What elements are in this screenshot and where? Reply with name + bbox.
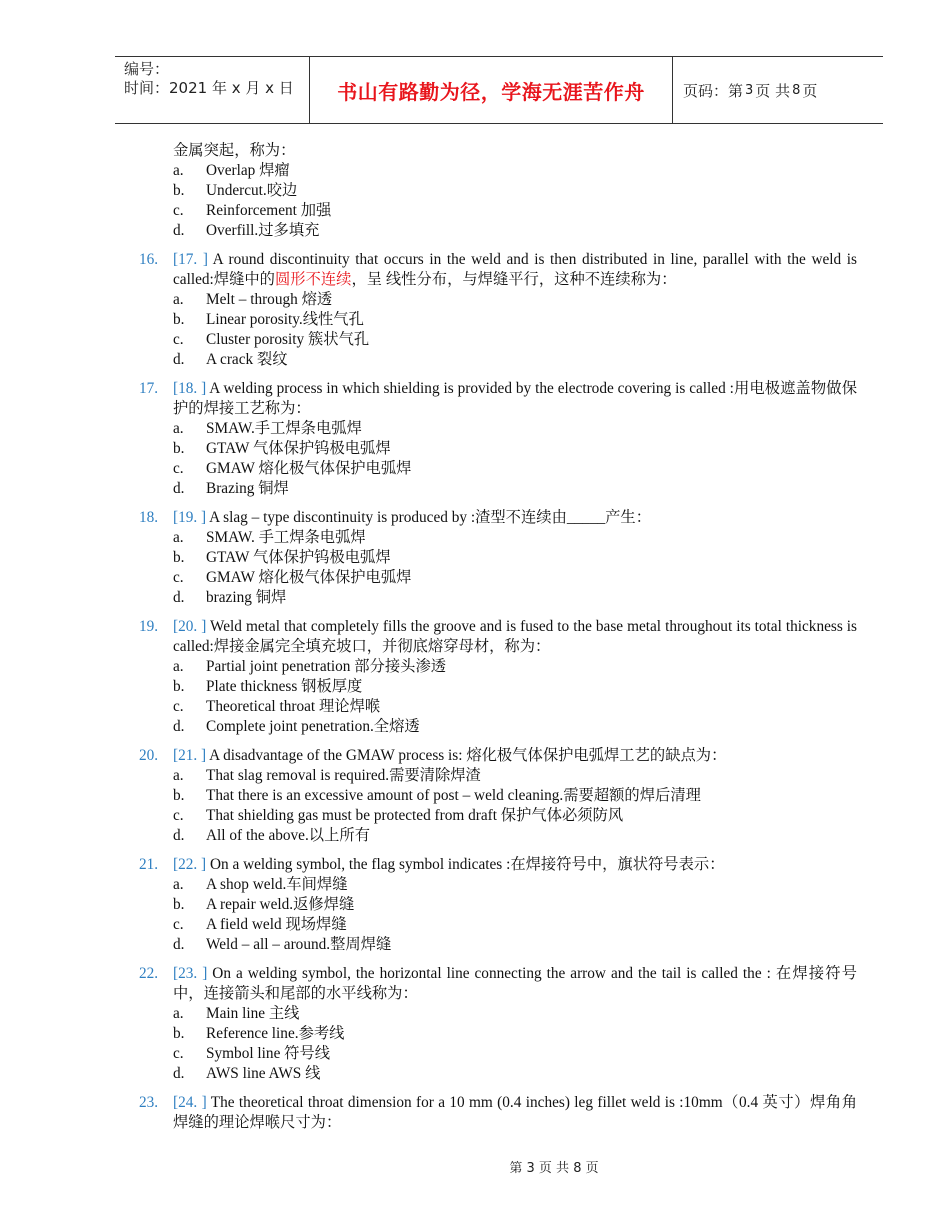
question-block [139, 855, 857, 955]
option-item [173, 697, 857, 717]
option-item [173, 1004, 857, 1024]
option-item [173, 548, 857, 568]
option-item [173, 221, 857, 241]
option-letter: b. [173, 311, 185, 328]
option-text: Melt – through 熔透 [206, 291, 333, 308]
question-tag: [23. ] [173, 965, 208, 982]
option-text: brazing 铜焊 [206, 589, 287, 606]
header-motto: 书山有路勤为径，学海无涯苦作舟 [310, 57, 673, 123]
option-text: Brazing 铜焊 [206, 480, 289, 497]
question-text: A round discontinuity that occurs in the weld and is then distributed in line, parallel with the weld is called:焊缝中的 [173, 251, 857, 288]
option-letter: b. [173, 678, 185, 695]
option-item [173, 201, 857, 221]
question-stem [139, 250, 857, 290]
option-letter: a. [173, 529, 184, 546]
question-text-end: ，呈 线性分布，与焊缝平行，这种不连续称为： [351, 271, 677, 288]
option-item [173, 459, 857, 479]
option-letter: a. [173, 420, 184, 437]
question-stem [139, 855, 857, 875]
option-item [173, 806, 857, 826]
option-letter: c. [173, 916, 184, 933]
question-stem [139, 379, 857, 419]
option-item [173, 826, 857, 846]
option-item [173, 161, 857, 181]
option-text: Undercut.咬边 [206, 182, 298, 199]
question-block [139, 1093, 857, 1133]
option-item [173, 1024, 857, 1044]
option-letter: c. [173, 807, 184, 824]
option-letter: c. [173, 698, 184, 715]
page-prefix: 页码：第 [683, 81, 744, 100]
page-header [115, 56, 883, 124]
option-text: That slag removal is required.需要清除焊渣 [206, 767, 481, 784]
question-block [139, 250, 857, 370]
option-text: Partial joint penetration 部分接头渗透 [206, 658, 447, 675]
option-item [173, 677, 857, 697]
option-text: Symbol line 符号线 [206, 1045, 331, 1062]
question-text: A welding process in which shielding is provided by the electrode covering is called :用电极遮盖物做保护的焊接工艺称为： [173, 380, 857, 417]
option-text: A shop weld.车间焊缝 [206, 876, 348, 893]
option-item [173, 717, 857, 737]
option-item [173, 1064, 857, 1084]
question-text: Weld metal that completely fills the groove and is fused to the base metal throughout its total thickness is called:焊接金属完全填充坡口，并彻底熔穿母材，称为： [173, 618, 857, 655]
option-letter: a. [173, 291, 184, 308]
question-number: 23. [139, 1094, 159, 1111]
option-text: Linear porosity.线性气孔 [206, 311, 364, 328]
option-letter: b. [173, 549, 185, 566]
option-item [173, 310, 857, 330]
option-letter: a. [173, 162, 184, 179]
option-letter: b. [173, 896, 185, 913]
option-text: AWS line AWS 线 [206, 1065, 321, 1082]
question-tag: [20. ] [173, 618, 207, 635]
option-text: GMAW 熔化极气体保护电弧焊 [206, 460, 412, 477]
option-letter: a. [173, 1005, 184, 1022]
option-item [173, 766, 857, 786]
page-num: 3 [745, 82, 754, 98]
option-text: Complete joint penetration.全熔透 [206, 718, 420, 735]
question-block [139, 964, 857, 1084]
option-letter: a. [173, 876, 184, 893]
question-stem [139, 964, 857, 1004]
option-item [173, 439, 857, 459]
option-text: GTAW 气体保护钨极电弧焊 [206, 440, 391, 457]
question-tag: [17. ] [173, 251, 208, 268]
question-text: On a welding symbol, the flag symbol indicates :在焊接符号中，旗状符号表示： [206, 856, 725, 873]
option-letter: c. [173, 1045, 184, 1062]
question-text: On a welding symbol, the horizontal line connecting the arrow and the tail is called the : 在焊接符号中，连接箭头和尾部的水平线称为： [173, 965, 858, 1002]
option-letter: b. [173, 787, 185, 804]
number-label: 编号： [124, 60, 170, 78]
option-letter: a. [173, 767, 184, 784]
question-block [139, 746, 857, 846]
option-item [173, 786, 857, 806]
option-item [173, 568, 857, 588]
question-text: A disadvantage of the GMAW process is: 熔化极气体保护电弧焊工艺的缺点为： [206, 747, 727, 764]
question-stem [139, 617, 857, 657]
question-list [139, 250, 857, 1133]
question-tag: [22. ] [173, 856, 207, 873]
option-letter: d. [173, 827, 185, 844]
option-text: Theoretical throat 理论焊喉 [206, 698, 381, 715]
option-letter: b. [173, 440, 185, 457]
option-item [173, 588, 857, 608]
page-total: 8 [792, 82, 801, 98]
option-text: All of the above.以上所有 [206, 827, 370, 844]
option-letter: c. [173, 331, 184, 348]
document-body [139, 141, 857, 1133]
option-text: GMAW 熔化极气体保护电弧焊 [206, 569, 412, 586]
option-item [173, 528, 857, 548]
option-text: SMAW. 手工焊条电弧焊 [206, 529, 366, 546]
option-text: Main line 主线 [206, 1005, 300, 1022]
option-item [173, 479, 857, 499]
option-text: Weld – all – around.整周焊缝 [206, 936, 392, 953]
option-letter: b. [173, 182, 185, 199]
option-text: A crack 裂纹 [206, 351, 288, 368]
option-text: Plate thickness 钢板厚度 [206, 678, 363, 695]
question-number: 18. [139, 509, 159, 526]
header-page-number [673, 57, 883, 123]
question-block [139, 508, 857, 608]
option-letter: d. [173, 351, 185, 368]
option-letter: c. [173, 460, 184, 477]
option-item [173, 290, 857, 310]
header-meta [115, 57, 310, 123]
option-item [173, 181, 857, 201]
option-letter: c. [173, 202, 184, 219]
question-stem [139, 1093, 857, 1133]
question-number: 21. [139, 856, 159, 873]
option-item [173, 657, 857, 677]
intro-line: 金属突起，称为： [173, 142, 296, 159]
question-number: 16. [139, 251, 159, 268]
intro-options [139, 161, 857, 241]
question-number: 19. [139, 618, 159, 635]
page-suffix: 页 [802, 81, 818, 100]
option-letter: d. [173, 222, 185, 239]
question-block [139, 617, 857, 737]
question-block [139, 379, 857, 499]
option-letter: a. [173, 658, 184, 675]
option-item [173, 915, 857, 935]
option-letter: d. [173, 936, 185, 953]
option-text: That there is an excessive amount of post – weld cleaning.需要超额的焊后清理 [206, 787, 701, 804]
option-item [173, 895, 857, 915]
option-item [173, 330, 857, 350]
option-text: That shielding gas must be protected from draft 保护气体必须防风 [206, 807, 624, 824]
question-number: 22. [139, 965, 159, 982]
option-letter: d. [173, 480, 185, 497]
option-text: Reference line.参考线 [206, 1025, 345, 1042]
page-mid: 页 共 [755, 81, 791, 100]
option-item [173, 350, 857, 370]
option-text: Cluster porosity 簇状气孔 [206, 331, 370, 348]
question-tag: [18. ] [173, 380, 207, 397]
question-text: The theoretical throat dimension for a 10 mm (0.4 inches) leg fillet weld is :10mm（0.4 英寸）焊角角焊缝的理论焊喉尺寸为： [173, 1094, 857, 1131]
question-tag: [21. ] [173, 747, 207, 764]
question-highlight: 圆形不连续 [274, 271, 352, 288]
option-text: Overfill.过多填充 [206, 222, 320, 239]
question-stem [139, 508, 857, 528]
option-text: Reinforcement 加强 [206, 202, 332, 219]
option-text: GTAW 气体保护钨极电弧焊 [206, 549, 391, 566]
question-text: A slag – type discontinuity is produced by :渣型不连续由_____产生： [206, 509, 652, 526]
option-letter: c. [173, 569, 184, 586]
option-item [173, 935, 857, 955]
time-label: 时间：2021 年 x 月 x 日 [124, 79, 294, 97]
option-text: SMAW.手工焊条电弧焊 [206, 420, 362, 437]
option-letter: b. [173, 1025, 185, 1042]
question-tag: [24. ] [173, 1094, 207, 1111]
option-letter: d. [173, 589, 185, 606]
question-tag: [19. ] [173, 509, 207, 526]
option-letter: d. [173, 1065, 185, 1082]
question-stem [139, 746, 857, 766]
option-text: Overlap 焊瘤 [206, 162, 290, 179]
question-number: 20. [139, 747, 159, 764]
option-text: A repair weld.返修焊缝 [206, 896, 355, 913]
option-letter: d. [173, 718, 185, 735]
option-text: A field weld 现场焊缝 [206, 916, 347, 933]
option-item [173, 1044, 857, 1064]
question-number: 17. [139, 380, 159, 397]
option-item [173, 875, 857, 895]
option-item [173, 419, 857, 439]
page-footer: 第 3 页 共 8 页 [509, 1161, 599, 1176]
